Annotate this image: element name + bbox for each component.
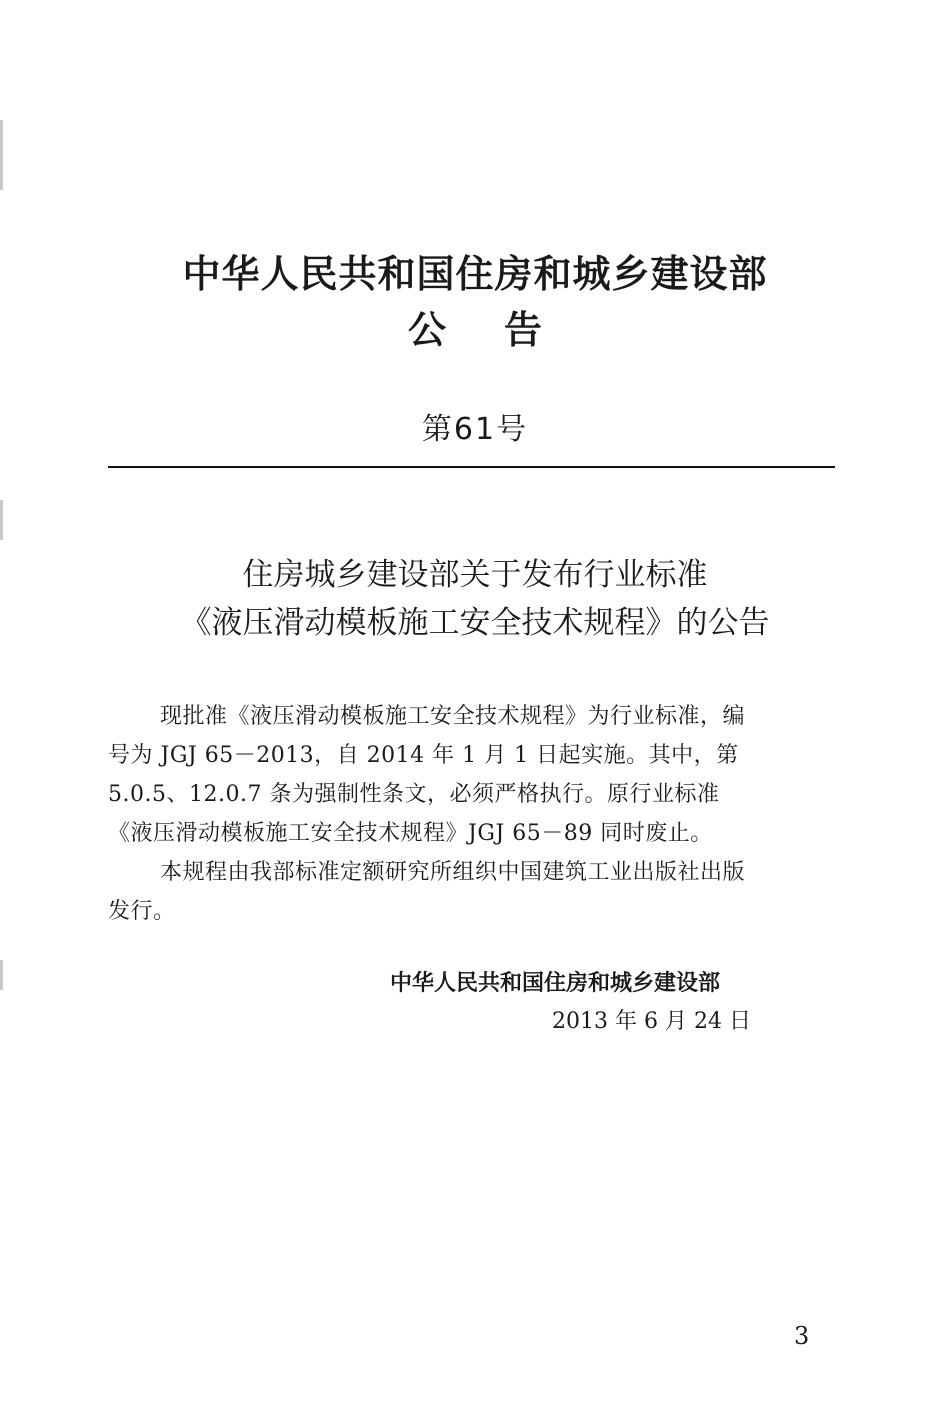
subject-line-1: 住房城乡建设部关于发布行业标准 bbox=[242, 557, 708, 593]
issuer-signature: 中华人民共和国住房和城乡建设部 bbox=[390, 971, 721, 996]
body-line: 本规程由我部标准定额研究所组织中国建筑工业出版社出版 bbox=[160, 860, 746, 885]
ministry-title: 中华人民共和国住房和城乡建设部 bbox=[182, 252, 768, 296]
header-divider bbox=[108, 466, 835, 468]
issue-date: 2013 年 6 月 24 日 bbox=[552, 1009, 751, 1034]
body-line: 5.0.5、12.0.7 条为强制性条文，必须严格执行。原行业标准 bbox=[108, 782, 720, 807]
scan-edge-mark bbox=[0, 960, 3, 990]
scan-edge-mark bbox=[0, 500, 3, 540]
page-number: 3 bbox=[794, 1322, 810, 1350]
notice-heading: 公告 bbox=[407, 308, 600, 352]
body-line: 号为 JGJ 65－2013，自 2014 年 1 月 1 日起实施。其中，第 bbox=[108, 743, 739, 768]
subject-line-2: 《液压滑动模板施工安全技术规程》的公告 bbox=[180, 605, 770, 641]
body-line: 现批准《液压滑动模板施工安全技术规程》为行业标准，编 bbox=[160, 704, 746, 729]
body-line: 发行。 bbox=[108, 899, 176, 924]
scan-edge-mark bbox=[0, 120, 3, 190]
body-line: 《液压滑动模板施工安全技术规程》JGJ 65－89 同时废止。 bbox=[108, 821, 713, 846]
notice-number: 第61号 bbox=[421, 412, 529, 447]
